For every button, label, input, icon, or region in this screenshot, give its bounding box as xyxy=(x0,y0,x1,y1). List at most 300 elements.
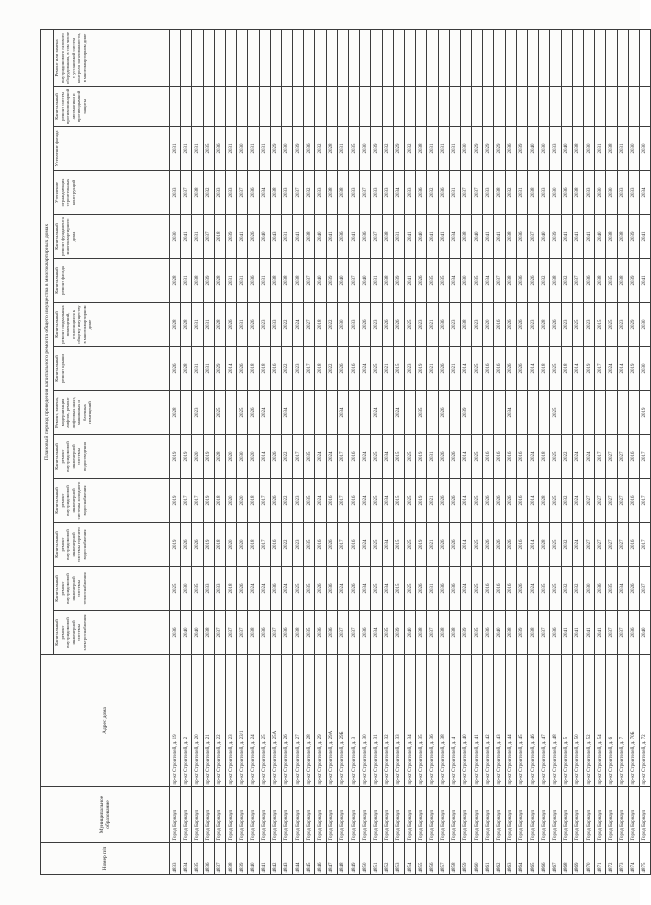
table-row xyxy=(237,29,248,874)
year-cell xyxy=(404,87,415,127)
year-cell: 2028 xyxy=(539,303,550,347)
year-cell: 2031 xyxy=(259,259,270,303)
year-cell: 2035 xyxy=(304,435,315,479)
year-cell: 2016 xyxy=(628,523,639,567)
year-cell xyxy=(483,29,494,86)
address-cell: пр-кт Строителей, д. 70Б xyxy=(628,655,639,787)
year-cell xyxy=(483,391,494,435)
municipality-cell: Город Барнаул xyxy=(360,787,371,843)
year-cell: 2036 xyxy=(248,259,259,303)
year-cell: 2038 xyxy=(617,215,628,259)
year-cell xyxy=(349,87,360,127)
column-header: Утепление фасада xyxy=(54,127,170,171)
year-cell: 2026 xyxy=(248,303,259,347)
year-cell: 2038 xyxy=(337,171,348,215)
year-cell: 2019 xyxy=(170,435,181,479)
year-cell: 2038 xyxy=(270,259,281,303)
table-row xyxy=(550,29,561,874)
year-cell: 2026 xyxy=(170,347,181,391)
year-cell: 2038 xyxy=(617,259,628,303)
year-cell: 2037 xyxy=(617,611,628,655)
year-cell: 2037 xyxy=(360,171,371,215)
year-cell xyxy=(214,29,225,86)
year-cell: 2016 xyxy=(516,523,527,567)
table-row xyxy=(248,29,259,874)
municipality-cell: Город Барнаул xyxy=(181,787,192,843)
row-number-cell: 4861 xyxy=(483,843,494,875)
year-cell xyxy=(606,391,617,435)
year-cell: 2031 xyxy=(237,303,248,347)
year-cell: 2031 xyxy=(449,171,460,215)
row-number-cell: 4852 xyxy=(382,843,393,875)
year-cell: 2025 xyxy=(371,567,382,611)
year-cell: 2040 xyxy=(539,215,550,259)
year-cell: 2040 xyxy=(360,259,371,303)
year-cell: 2026 xyxy=(494,523,505,567)
year-cell: 2023 xyxy=(416,303,427,347)
year-cell: 2017 xyxy=(639,479,650,523)
column-header: Капитальный ремонт систем противопожарной автоматики и противодымной защиты xyxy=(54,87,170,127)
year-cell: 2028 xyxy=(181,347,192,391)
row-number-cell: 4866 xyxy=(539,843,550,875)
year-cell: 2018 xyxy=(259,347,270,391)
year-cell: 2035 xyxy=(304,567,315,611)
municipality-cell: Город Барнаул xyxy=(281,787,292,843)
year-cell: 2039 xyxy=(293,127,304,171)
year-cell xyxy=(393,29,404,86)
year-cell: 2018 xyxy=(214,523,225,567)
year-cell: 2029 xyxy=(483,127,494,171)
address-cell: пр-кт Строителей, д. 30 xyxy=(360,655,371,787)
table-row xyxy=(628,29,639,874)
row-number-cell: 4863 xyxy=(505,843,516,875)
year-cell xyxy=(572,87,583,127)
year-cell: 2022 xyxy=(281,347,292,391)
year-cell: 2016 xyxy=(505,567,516,611)
address-cell: пр-кт Строителей, д. 43 xyxy=(494,655,505,787)
year-cell xyxy=(516,391,527,435)
year-cell: 2039 xyxy=(550,215,561,259)
year-cell: 2037 xyxy=(337,611,348,655)
year-cell: 2029 xyxy=(270,127,281,171)
year-cell: 2022 xyxy=(281,523,292,567)
year-cell: 2030 xyxy=(237,435,248,479)
year-cell xyxy=(427,391,438,435)
year-cell: 2038 xyxy=(304,215,315,259)
table-row xyxy=(270,29,281,874)
year-cell: 2025 xyxy=(170,567,181,611)
year-cell xyxy=(505,87,516,127)
year-cell xyxy=(550,87,561,127)
year-cell: 2014 xyxy=(528,347,539,391)
year-cell: 2034 xyxy=(617,567,628,611)
year-cell: 2019 xyxy=(416,347,427,391)
year-cell xyxy=(572,391,583,435)
year-cell xyxy=(371,29,382,86)
title-row xyxy=(41,29,54,874)
address-cell: пр-кт Строителей, д. 19 xyxy=(170,655,181,787)
year-cell: 2035 xyxy=(192,567,203,611)
year-cell: 2041 xyxy=(494,215,505,259)
year-cell: 2024 xyxy=(528,435,539,479)
year-cell xyxy=(427,87,438,127)
table-row xyxy=(572,29,583,874)
address-cell: пр-кт Строителей, д. 27 xyxy=(293,655,304,787)
year-cell: 2037 xyxy=(606,611,617,655)
table-row xyxy=(203,29,214,874)
year-cell: 2030 xyxy=(639,347,650,391)
year-cell xyxy=(270,29,281,86)
municipality-cell: Город Барнаул xyxy=(460,787,471,843)
year-cell: 2023 xyxy=(472,303,483,347)
year-cell xyxy=(449,87,460,127)
year-cell: 2021 xyxy=(427,523,438,567)
year-cell xyxy=(404,391,415,435)
year-cell: 2036 xyxy=(449,567,460,611)
year-cell: 2034 xyxy=(259,171,270,215)
year-cell: 2026 xyxy=(416,259,427,303)
row-number-cell: 4848 xyxy=(337,843,348,875)
year-cell: 2023 xyxy=(259,303,270,347)
year-cell xyxy=(259,29,270,86)
year-cell xyxy=(248,29,259,86)
table-row xyxy=(382,29,393,874)
year-cell: 2036 xyxy=(583,259,594,303)
column-header: Капитальный ремонт фундамента многоквартирного дома xyxy=(54,215,170,259)
year-cell: 2026 xyxy=(192,523,203,567)
year-cell xyxy=(438,87,449,127)
year-cell: 2035 xyxy=(539,567,550,611)
year-cell: 2034 xyxy=(393,171,404,215)
row-number-cell: 4859 xyxy=(460,843,471,875)
year-cell: 2026 xyxy=(416,567,427,611)
year-cell: 2037 xyxy=(293,171,304,215)
year-cell: 2037 xyxy=(203,215,214,259)
year-cell xyxy=(483,87,494,127)
year-cell xyxy=(617,29,628,86)
year-cell: 2033 xyxy=(550,127,561,171)
year-cell: 2032 xyxy=(561,523,572,567)
year-cell: 2037 xyxy=(349,611,360,655)
row-number-cell: 4837 xyxy=(214,843,225,875)
year-cell: 2024 xyxy=(281,567,292,611)
year-cell: 2024 xyxy=(259,567,270,611)
year-cell: 2020 xyxy=(225,479,236,523)
year-cell: 2027 xyxy=(606,523,617,567)
year-cell xyxy=(326,391,337,435)
year-cell: 2036 xyxy=(416,171,427,215)
year-cell: 2023 xyxy=(617,303,628,347)
year-cell: 2038 xyxy=(528,611,539,655)
year-cell: 2027 xyxy=(595,479,606,523)
year-cell: 2033 xyxy=(371,171,382,215)
year-cell: 2038 xyxy=(382,259,393,303)
year-cell: 2031 xyxy=(427,435,438,479)
year-cell: 2026 xyxy=(483,479,494,523)
row-number-cell: 4870 xyxy=(583,843,594,875)
year-cell: 2040 xyxy=(472,215,483,259)
municipality-cell: Город Барнаул xyxy=(203,787,214,843)
year-cell xyxy=(449,391,460,435)
year-cell: 2035 xyxy=(438,259,449,303)
year-cell xyxy=(270,87,281,127)
year-cell xyxy=(237,29,248,86)
address-cell: пр-кт Строителей, д. 29 xyxy=(315,655,326,787)
address-cell: пр-кт Строителей, д. 41 xyxy=(472,655,483,787)
year-cell: 2014 xyxy=(460,347,471,391)
address-cell: пр-кт Строителей, д. 28 xyxy=(304,655,315,787)
year-cell: 2040 xyxy=(639,611,650,655)
year-cell: 2017 xyxy=(595,435,606,479)
year-cell: 2038 xyxy=(270,171,281,215)
year-cell xyxy=(472,391,483,435)
year-cell: 2017 xyxy=(639,435,650,479)
year-cell: 2033 xyxy=(628,171,639,215)
year-cell: 2036 xyxy=(315,611,326,655)
table-row xyxy=(460,29,471,874)
year-cell: 2038 xyxy=(326,171,337,215)
year-cell: 2014 xyxy=(617,347,628,391)
column-header: Капитальный ремонт внутридомовой инженерной системы холодного водоснабжения xyxy=(54,479,170,523)
column-header: Капитальный ремонт крыши xyxy=(54,347,170,391)
address-cell: пр-кт Строителей, д. 29А xyxy=(326,655,337,787)
year-cell xyxy=(293,87,304,127)
year-cell: 2036 xyxy=(561,171,572,215)
row-number-cell: 4834 xyxy=(181,843,192,875)
year-cell: 2031 xyxy=(225,127,236,171)
row-number-cell: 4854 xyxy=(404,843,415,875)
year-cell: 2016 xyxy=(270,523,281,567)
year-cell xyxy=(259,87,270,127)
year-cell: 2018 xyxy=(214,479,225,523)
table-row xyxy=(516,29,527,874)
year-cell: 2038 xyxy=(505,259,516,303)
year-cell xyxy=(337,87,348,127)
year-cell: 2041 xyxy=(293,215,304,259)
year-cell: 2031 xyxy=(438,127,449,171)
year-cell: 2023 xyxy=(371,303,382,347)
year-cell: 2024 xyxy=(293,303,304,347)
year-cell xyxy=(214,87,225,127)
year-cell: 2036 xyxy=(170,611,181,655)
year-cell xyxy=(595,87,606,127)
row-number-cell: 4868 xyxy=(561,843,572,875)
table-row xyxy=(281,29,292,874)
year-cell: 2028 xyxy=(170,259,181,303)
row-number-cell: 4844 xyxy=(293,843,304,875)
year-cell: 2037 xyxy=(225,611,236,655)
year-cell: 2022 xyxy=(326,347,337,391)
year-cell: 2015 xyxy=(393,347,404,391)
year-cell: 2016 xyxy=(270,347,281,391)
year-cell: 2024 xyxy=(371,391,382,435)
year-cell: 2026 xyxy=(237,567,248,611)
year-cell: 2020 xyxy=(225,435,236,479)
year-cell: 2020 xyxy=(237,479,248,523)
year-cell xyxy=(606,87,617,127)
year-cell: 2024 xyxy=(583,435,594,479)
year-cell: 2034 xyxy=(371,611,382,655)
year-cell: 2025 xyxy=(404,523,415,567)
year-cell: 2037 xyxy=(304,259,315,303)
year-cell: 2034 xyxy=(639,171,650,215)
year-cell: 2040 xyxy=(561,127,572,171)
year-cell: 2026 xyxy=(315,567,326,611)
municipality-cell: Город Барнаул xyxy=(337,787,348,843)
municipality-cell: Город Барнаул xyxy=(561,787,572,843)
year-cell: 2036 xyxy=(360,215,371,259)
row-number-cell: 4867 xyxy=(550,843,561,875)
year-cell: 2020 xyxy=(192,435,203,479)
year-cell: 2032 xyxy=(572,567,583,611)
year-cell: 2035 xyxy=(606,567,617,611)
year-cell xyxy=(371,87,382,127)
year-cell: 2038 xyxy=(192,259,203,303)
year-cell: 2025 xyxy=(572,303,583,347)
year-cell: 2036 xyxy=(281,611,292,655)
year-cell: 2030 xyxy=(539,127,550,171)
year-cell: 2016 xyxy=(483,347,494,391)
address-cell: пр-кт Строителей, д. 33 xyxy=(393,655,404,787)
year-cell: 2030 xyxy=(639,127,650,171)
year-cell: 2026 xyxy=(505,479,516,523)
year-cell: 2041 xyxy=(583,611,594,655)
row-number-cell: 4833 xyxy=(170,843,181,875)
year-cell: 2032 xyxy=(505,171,516,215)
table-row xyxy=(360,29,371,874)
year-cell: 2029 xyxy=(494,127,505,171)
year-cell: 2019 xyxy=(416,435,427,479)
year-cell: 2032 xyxy=(315,127,326,171)
year-cell: 2040 xyxy=(192,611,203,655)
row-number-cell: 4850 xyxy=(360,843,371,875)
year-cell: 2025 xyxy=(404,303,415,347)
year-cell xyxy=(595,29,606,86)
year-cell: 2026 xyxy=(438,435,449,479)
row-number-cell: 4857 xyxy=(438,843,449,875)
year-cell xyxy=(170,87,181,127)
municipality-cell: Город Барнаул xyxy=(326,787,337,843)
year-cell: 2018 xyxy=(248,479,259,523)
year-cell: 2033 xyxy=(214,567,225,611)
year-cell: 2038 xyxy=(192,171,203,215)
year-cell: 2028 xyxy=(539,523,550,567)
table-row xyxy=(304,29,315,874)
year-cell: 2025 xyxy=(550,567,561,611)
year-cell: 2037 xyxy=(528,215,539,259)
municipality-cell: Город Барнаул xyxy=(539,787,550,843)
municipality-cell: Город Барнаул xyxy=(516,787,527,843)
year-cell: 2016 xyxy=(628,479,639,523)
year-cell: 2038 xyxy=(449,611,460,655)
year-cell xyxy=(293,29,304,86)
year-cell: 2021 xyxy=(427,479,438,523)
address-cell: пр-кт Строителей, д. 20 xyxy=(192,655,203,787)
year-cell xyxy=(393,87,404,127)
year-cell xyxy=(326,29,337,86)
year-cell: 2028 xyxy=(326,127,337,171)
year-cell xyxy=(315,391,326,435)
year-cell: 2031 xyxy=(170,127,181,171)
year-cell: 2039 xyxy=(460,391,471,435)
year-cell: 2031 xyxy=(181,259,192,303)
year-cell: 2024 xyxy=(315,435,326,479)
row-number-cell: 4869 xyxy=(572,843,583,875)
year-cell: 2024 xyxy=(360,435,371,479)
column-header: Капитальный ремонт внутридомовой инженерной системы горячего водоснабжения xyxy=(54,523,170,567)
row-number-cell: 4842 xyxy=(270,843,281,875)
year-cell: 2017 xyxy=(181,479,192,523)
year-cell: 2018 xyxy=(539,435,550,479)
year-cell: 2019 xyxy=(181,435,192,479)
year-cell: 2040 xyxy=(315,215,326,259)
year-cell: 2038 xyxy=(203,611,214,655)
year-cell: 2025 xyxy=(404,567,415,611)
address-cell: пр-кт Строителей, д. 31 xyxy=(371,655,382,787)
year-cell xyxy=(270,391,281,435)
municipality-cell: Город Барнаул xyxy=(494,787,505,843)
row-number-cell: 4839 xyxy=(237,843,248,875)
address-cell: пр-кт Строителей, д. 44 xyxy=(505,655,516,787)
year-cell: 2029 xyxy=(393,127,404,171)
year-cell: 2016 xyxy=(326,479,337,523)
year-cell: 2036 xyxy=(438,171,449,215)
year-cell: 2021 xyxy=(427,347,438,391)
year-cell xyxy=(349,391,360,435)
year-cell: 2018 xyxy=(248,347,259,391)
year-cell: 2034 xyxy=(382,567,393,611)
municipality-cell: Город Барнаул xyxy=(248,787,259,843)
row-number-cell: 4862 xyxy=(494,843,505,875)
year-cell: 2019 xyxy=(628,347,639,391)
year-cell xyxy=(561,87,572,127)
year-cell xyxy=(281,29,292,86)
table-row xyxy=(315,29,326,874)
year-cell: 2030 xyxy=(170,215,181,259)
year-cell: 2031 xyxy=(192,303,203,347)
year-cell xyxy=(472,29,483,86)
year-cell: 2026 xyxy=(505,523,516,567)
row-number-cell: 4846 xyxy=(315,843,326,875)
year-cell: 2025 xyxy=(371,479,382,523)
municipality-cell: Город Барнаул xyxy=(170,787,181,843)
row-number-cell: 4855 xyxy=(416,843,427,875)
row-number-cell: 4840 xyxy=(248,843,259,875)
year-cell xyxy=(539,29,550,86)
municipality-cell: Город Барнаул xyxy=(293,787,304,843)
address-cell: пр-кт Строителей, д. 48 xyxy=(550,655,561,787)
year-cell: 2035 xyxy=(349,127,360,171)
municipality-cell: Город Барнаул xyxy=(505,787,516,843)
year-cell: 2014 xyxy=(528,479,539,523)
year-cell: 2014 xyxy=(460,435,471,479)
year-cell: 2026 xyxy=(393,303,404,347)
year-cell: 2037 xyxy=(572,259,583,303)
municipality-cell: Город Барнаул xyxy=(404,787,415,843)
municipality-cell: Город Барнаул xyxy=(449,787,460,843)
year-cell: 2038 xyxy=(606,215,617,259)
row-number-cell: 4864 xyxy=(516,843,527,875)
repair-plan-table xyxy=(40,29,651,875)
year-cell: 2025 xyxy=(293,567,304,611)
table-row xyxy=(192,29,203,874)
year-cell: 2036 xyxy=(483,611,494,655)
year-cell: 2038 xyxy=(550,259,561,303)
year-cell: 2035 xyxy=(472,611,483,655)
year-cell: 2021 xyxy=(382,347,393,391)
row-number-cell: 4847 xyxy=(326,843,337,875)
year-cell xyxy=(203,391,214,435)
